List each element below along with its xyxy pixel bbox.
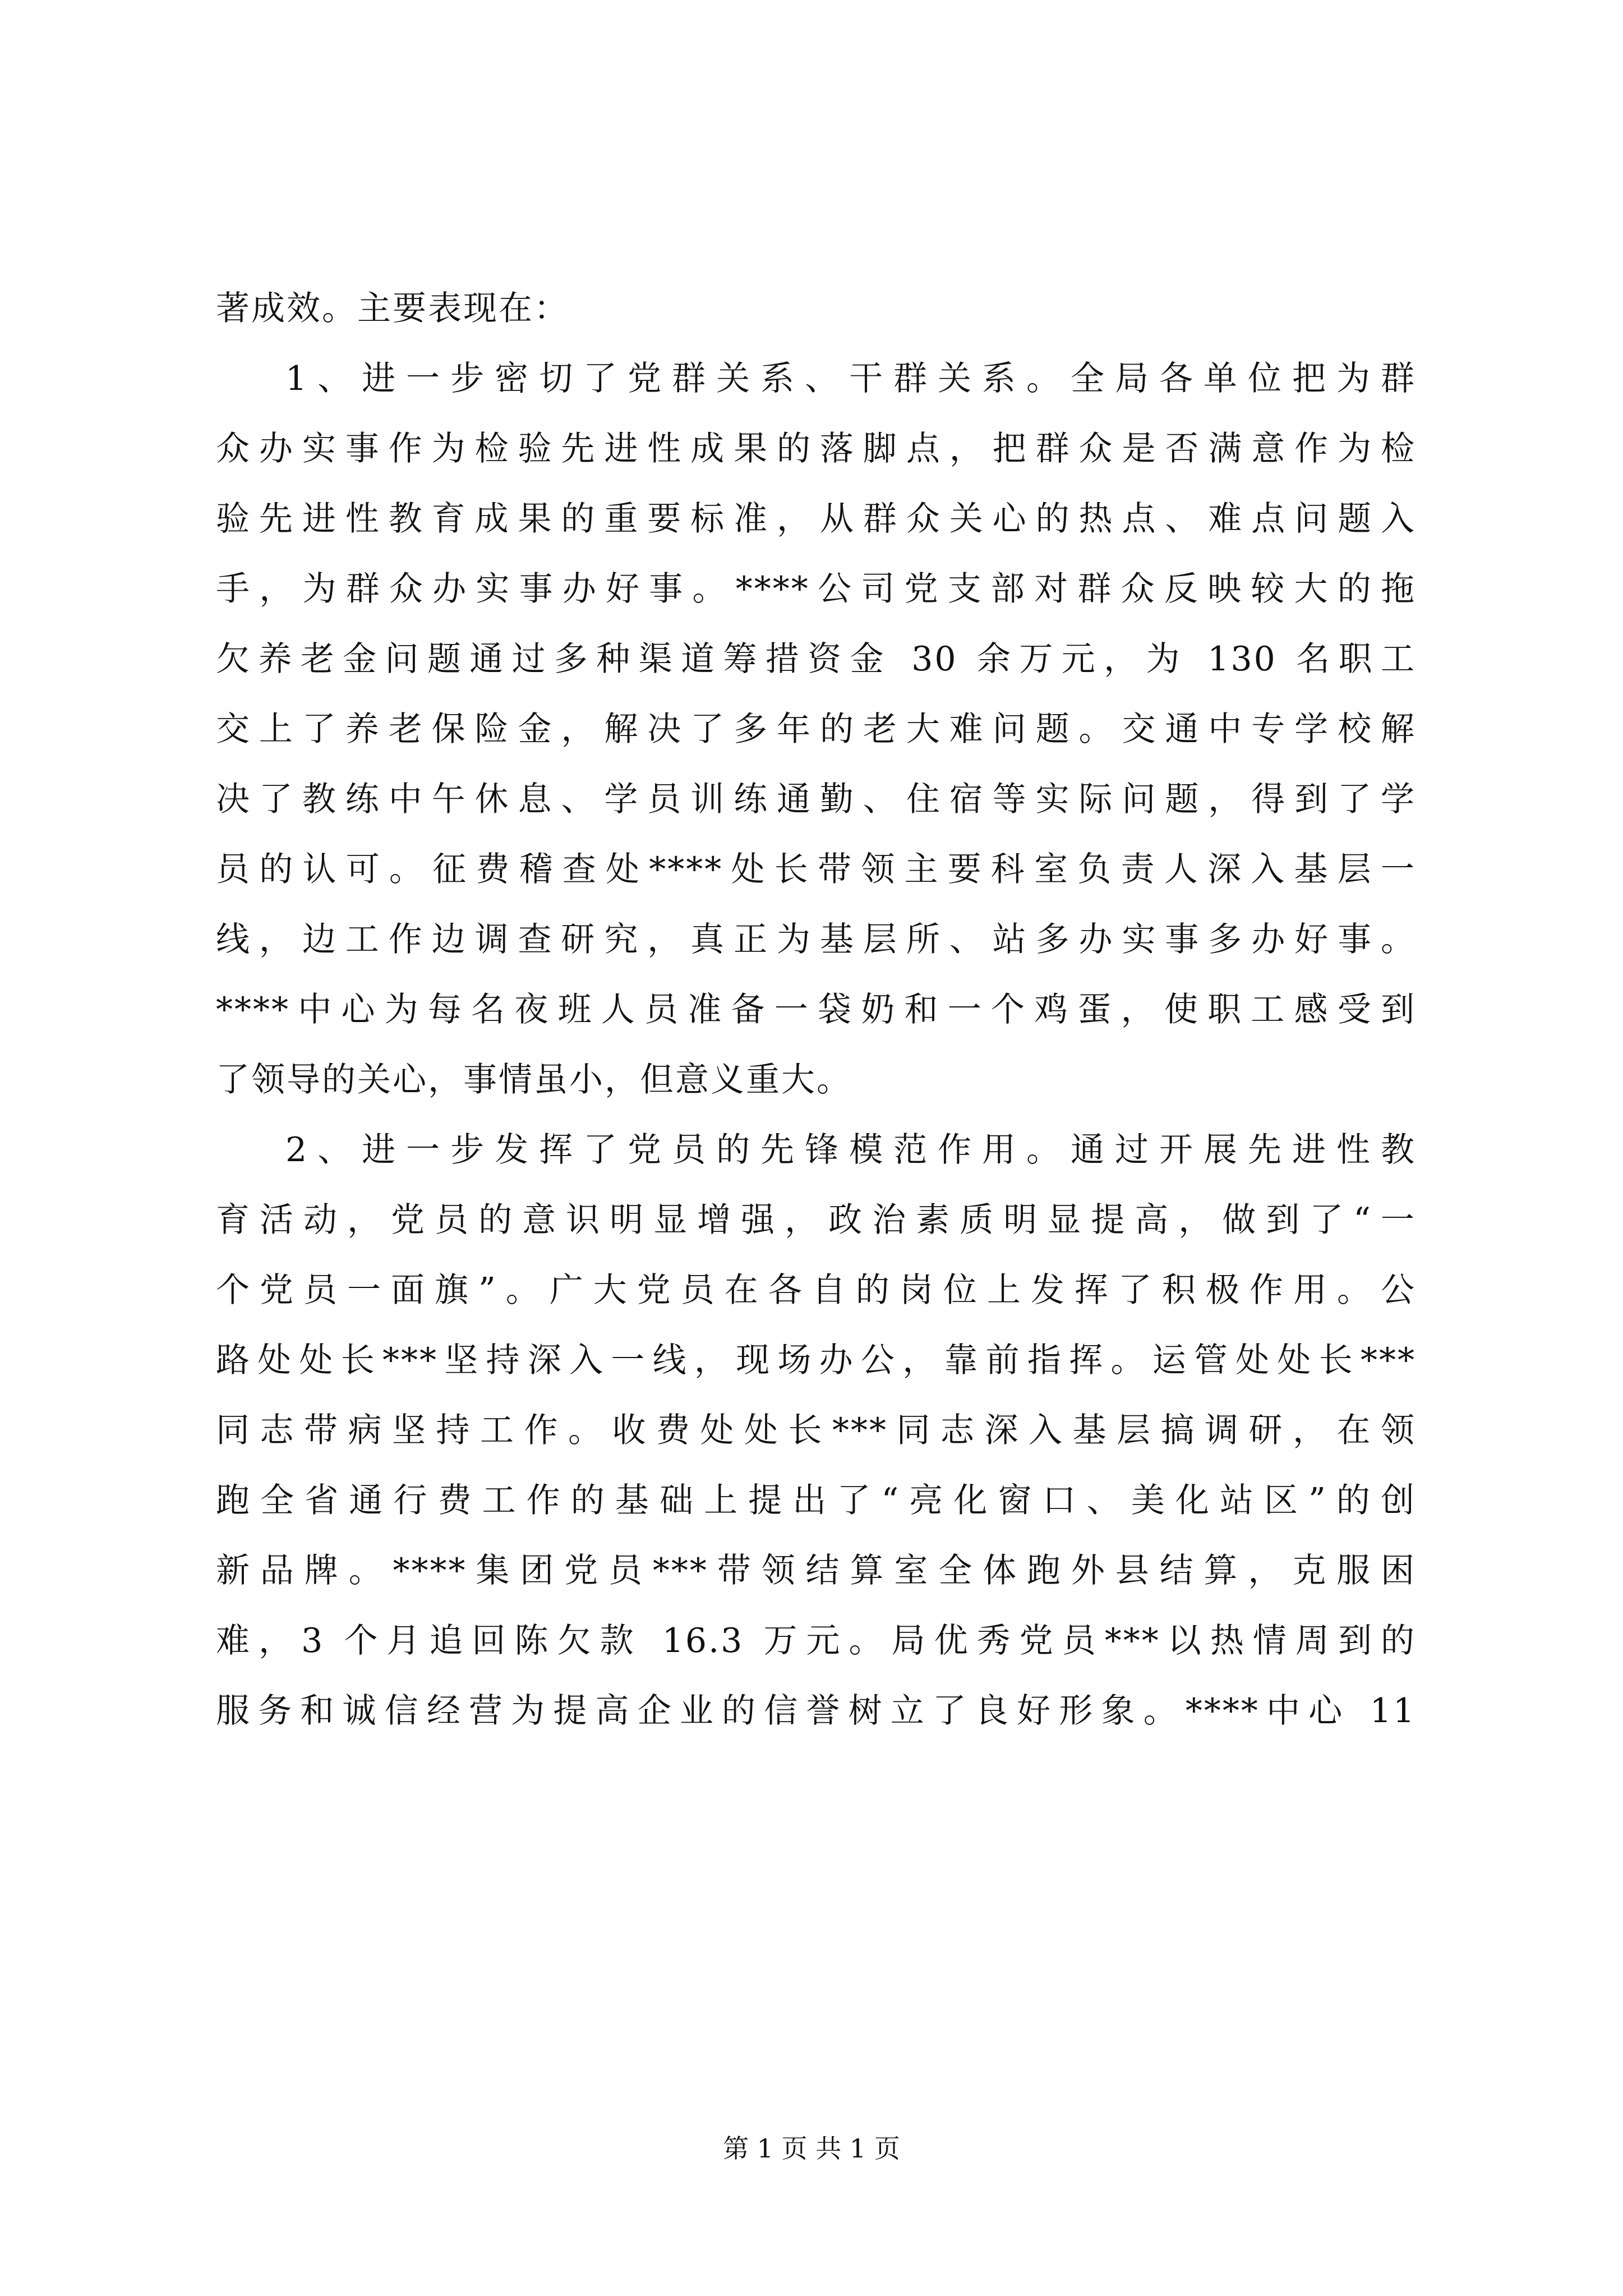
document-body	[216, 274, 1416, 1746]
text-line: 路处处长***坚持深入一线，现场办公，靠前指挥。运管处处长***	[216, 1341, 1416, 1380]
text-line: 验先进性教育成果的重要标准，从群众关心的热点、难点问题入	[216, 499, 1416, 539]
text-line: 众办实事作为检验先进性成果的落脚点，把群众是否满意作为检	[216, 429, 1416, 468]
text-line: 线，边工作边调查研究，真正为基层所、站多办实事多办好事。	[216, 920, 1416, 959]
text-line: 同志带病坚持工作。收费处处长***同志深入基层搞调研，在领	[216, 1411, 1416, 1450]
text-line: 著成效。主要表现在：	[216, 289, 569, 328]
text-line: ****中心为每名夜班人员准备一袋奶和一个鸡蛋，使职工感受到	[216, 990, 1416, 1029]
text-line: 育活动，党员的意识明显增强，政治素质明显提高，做到了“一	[216, 1200, 1416, 1240]
text-line: 交上了养老保险金，解决了多年的老大难问题。交通中专学校解	[216, 710, 1416, 749]
text-line: 决了教练中午休息、学员训练通勤、住宿等实际问题，得到了学	[216, 780, 1416, 819]
text-line: 手，为群众办实事办好事。****公司党支部对群众反映较大的拖	[216, 569, 1416, 609]
paragraph-2-first-line: 2、进一步发挥了党员的先锋模范作用。通过开展先进性教	[285, 1130, 1416, 1170]
text-line: 个党员一面旗”。广大党员在各自的岗位上发挥了积极作用。公	[216, 1271, 1416, 1310]
text-line: 难，3 个月追回陈欠款 16.3 万元。局优秀党员***以热情周到的	[216, 1621, 1416, 1660]
paragraph-1-first-line: 1、进一步密切了党群关系、干群关系。全局各单位把为群	[285, 359, 1416, 398]
page-number-footer: 第 1 页 共 1 页	[723, 2133, 900, 2164]
text-line: 跑全省通行费工作的基础上提出了“亮化窗口、美化站区”的创	[216, 1481, 1416, 1520]
text-line: 新品牌。****集团党员***带领结算室全体跑外县结算，克服困	[216, 1551, 1416, 1590]
text-line: 欠养老金问题通过多种渠道筹措资金 30 余万元，为 130 名职工	[216, 639, 1416, 679]
text-line: 员的认可。征费稽查处****处长带领主要科室负责人深入基层一	[216, 850, 1416, 889]
text-line: 服务和诚信经营为提高企业的信誉树立了良好形象。****中心 11	[216, 1691, 1416, 1731]
paragraph-1-last-line: 了领导的关心，事情虽小，但意义重大。	[216, 1060, 852, 1099]
